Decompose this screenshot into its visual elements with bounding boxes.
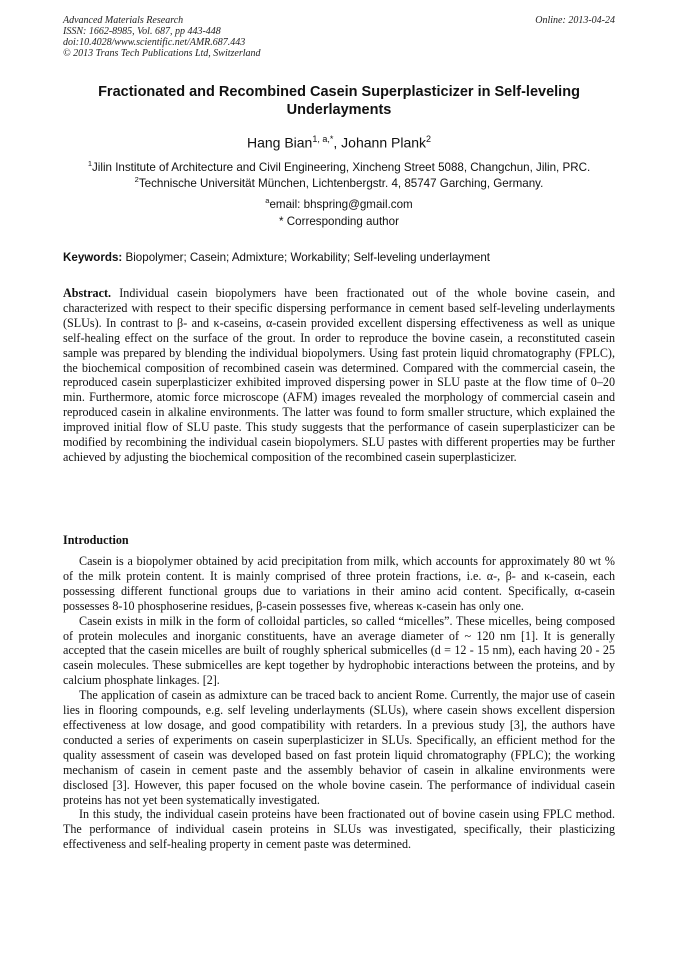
keywords-label: Keywords: [63, 251, 123, 264]
paragraph: The application of casein as admixture can be traced back to ancient Rome. Currently, the major use of casein lies in flooring compounds, e.g. self leveling underlayments (SLUs), where casein shows excellent dispersion effectiveness at low dosage, and good compatibility with retarders. In a previous study [3], the authors have conducted a series of experiments on casein superplasticizer in SLUs. Specifically, an efficient method for the quality assessment of casein was developed based on fast protein liquid chromatography (FPLC); the working mechanism of casein in cement paste and the assembly behavior of casein in alkaline environments were disclosed [3]. However, this paper focused on the whole bovine casein. The performance of individual casein proteins has not yet been systematically investigated. [63, 688, 615, 807]
paragraph: Casein is a biopolymer obtained by acid precipitation from milk, which accounts for approximately 80 wt % of the milk protein content. It is mainly comprised of three protein fractions, i.e. α-, β- and κ-casein, each possessing different functional groups due to variations in their amino acid content. Specifically, α-casein possesses 8-10 phosphoserine residues, β-casein possesses five, whereas κ-casein has only one. [63, 554, 615, 613]
keywords-list: Biopolymer; Casein; Admixture; Workability; Self-leveling underlayment [122, 251, 491, 264]
online-date: Online: 2013-04-24 [535, 15, 615, 26]
paragraph: Casein exists in milk in the form of colloidal particles, so called “micelles”. These micelles, being composed of protein molecules and inorganic constituents, have an average diameter of ~ 120 nm [1]. It is generally accepted that the casein micelles are built of roughly spherical submicelles (d = 12 - 15 nm), each having 20 - 25 casein molecules. These submicelles are kept together by hydrophobic interactions between the proteins, and by calcium phosphate linkages. [2]. [63, 613, 615, 688]
paragraph: In this study, the individual casein proteins have been fractionated out of bovine casein using FPLC method. The performance of individual casein proteins in SLUs was investigated, specifically, their plasticizing effectiveness and self-healing property in cement paste was determined. [63, 807, 615, 852]
copyright-line: © 2013 Trans Tech Publications Ltd, Switzerland [63, 48, 261, 59]
author-name: Hang Bian [246, 134, 313, 151]
affiliation-2: $^2$Technische Universität München, Lichtenbergstr. 4, 85747 Garching, Germany. [134, 175, 544, 190]
author-line [63, 131, 615, 152]
section-heading: Introduction [63, 533, 129, 547]
keywords [63, 251, 615, 265]
abstract-text: Individual casein biopolymers have been fractionated out of the whole bovine casein, and characterized with respect to their specific dispersing performance in cement based self-leveling underlayments (SLUs). In contrast to β- and κ-caseins, α-casein provided excellent dispersing effectiveness as well as unique self-healing effect on the surface of the grout. In order to reproduce the bovine casein, a reconstituted casein sample was prepared by blending the individual biopolymers. Using fast protein liquid chromatography (FPLC), the biochemical composition of recombined casein was determined. Compared with the commercial casein, the reproduced casein superplasticizer exhibited improved dispersing power in SLU paste at the flow time of 0–20 min. Furthermore, atomic force microscope (AFM) images revealed the morphology of commercial casein and reproduced casein in alkaline environments. The latter was found to form smaller structure, which explained the improved initial flow of SLU paste. This study suggests that the performance of casein superplasticizer can be modified by recombining the individual casein biopolymers. SLU pastes with different properties may be further achieved by adjusting the biochemical composition of the recombined casein superplasticizer. [63, 286, 615, 464]
paper-title: Fractionated and Recombined Casein Superplasticizer in Self-leveling Underlayments [98, 84, 580, 118]
abstract [63, 286, 615, 465]
affiliation-1: $^1$Jilin Institute of Architecture and Civil Engineering, Xincheng Street 5088, Changchun, Jilin, PRC. [87, 159, 591, 174]
issn-line: ISSN: 1662-8985, Vol. 687, pp 443-448 [63, 26, 221, 37]
author-name: Johann Plank [341, 134, 427, 151]
doi-line: doi:10.4028/www.scientific.net/AMR.687.443 [63, 37, 246, 48]
introduction-body [63, 554, 615, 852]
author-superscript: 2 [426, 134, 432, 144]
journal-header [63, 15, 615, 59]
journal-name: Advanced Materials Research [63, 15, 184, 26]
author-superscript: 1, a,* [312, 134, 334, 144]
corresponding-author-note: * Corresponding author [279, 215, 399, 228]
abstract-label: Abstract. [63, 286, 112, 300]
author-separator: , [333, 134, 342, 151]
email-line: $^a$email: bhspring@gmail.com [265, 196, 413, 211]
